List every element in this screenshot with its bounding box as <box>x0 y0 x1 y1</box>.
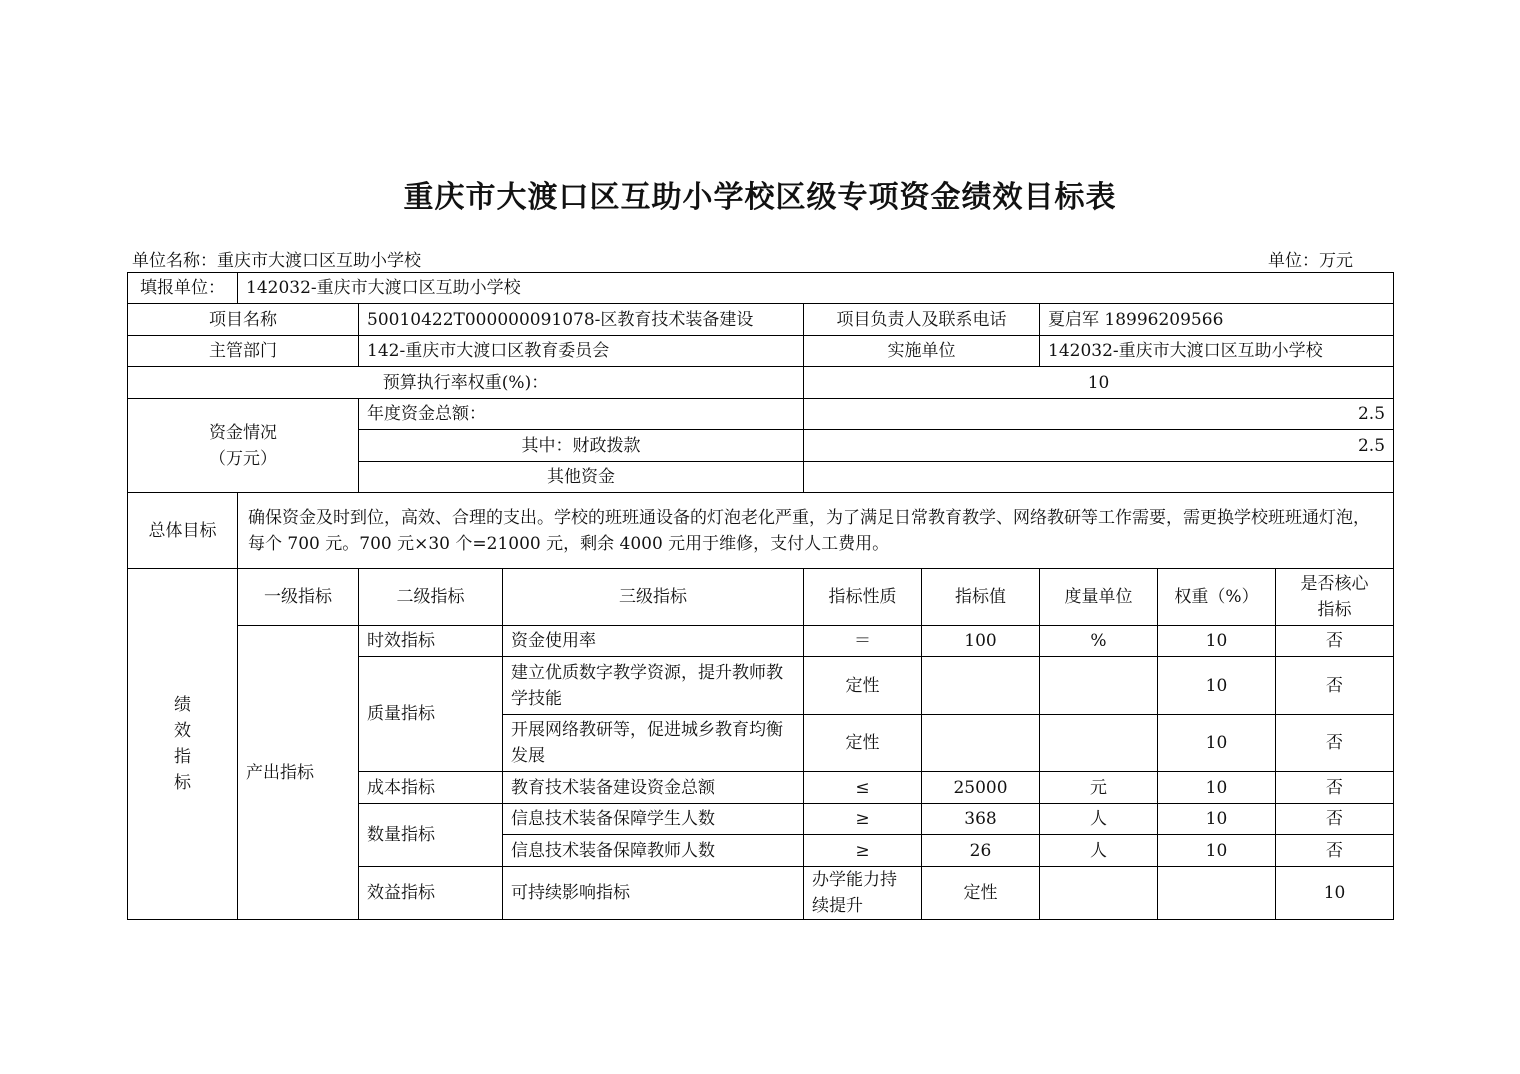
unit-cell <box>1040 657 1158 715</box>
header-unit: 度量单位 <box>1040 569 1158 626</box>
weight-cell: 10 <box>1158 835 1276 867</box>
core-cell: 否 <box>1276 657 1394 715</box>
project-name-value: 50010422T000000091078-区教育技术装备建设 <box>359 304 804 336</box>
performance-target-table <box>127 272 1394 920</box>
fill-unit-row <box>128 273 1394 304</box>
level3-cell: 信息技术装备保障教师人数 <box>503 835 804 867</box>
header-nature: 指标性质 <box>804 569 922 626</box>
core-cell: 否 <box>1276 715 1394 772</box>
core-cell: 否 <box>1276 835 1394 867</box>
unit-cell: 元 <box>1040 772 1158 804</box>
level1-output: 产出指标 <box>238 626 359 920</box>
weight-cell: 10 <box>1276 867 1394 920</box>
level1-benefit: 效益指标 <box>359 867 503 920</box>
header-core-line2: 指标 <box>1317 600 1352 620</box>
value-cell: 25000 <box>922 772 1040 804</box>
core-cell: 否 <box>1276 804 1394 835</box>
weight-cell: 10 <box>1158 657 1276 715</box>
header-weight: 权重（%） <box>1158 569 1276 626</box>
dept-label: 主管部门 <box>128 336 359 367</box>
other-funds-value <box>804 462 1394 493</box>
page-title: 重庆市大渡口区互助小学校区级专项资金绩效目标表 <box>403 180 1117 215</box>
unit-currency: 单位：万元 <box>1268 251 1353 271</box>
core-cell: 否 <box>1276 772 1394 804</box>
value-cell <box>1040 867 1158 920</box>
budget-weight-row <box>128 367 1394 399</box>
value-cell <box>922 715 1040 772</box>
weight-cell: 10 <box>1158 804 1276 835</box>
core-cell: 否 <box>1276 626 1394 657</box>
contact-value: 夏启军 18996209566 <box>1040 304 1394 336</box>
annual-total-label: 年度资金总额： <box>359 399 804 430</box>
unit-cell: % <box>1040 626 1158 657</box>
level2-cost: 成本指标 <box>359 772 503 804</box>
header-level3: 三级指标 <box>503 569 804 626</box>
header-core <box>1276 569 1394 626</box>
nature-cell: ≤ <box>804 772 922 804</box>
header-level1: 一级指标 <box>238 569 359 626</box>
unit-name: 单位名称：重庆市大渡口区互助小学校 <box>132 251 421 271</box>
goal-row <box>128 493 1394 569</box>
value-cell <box>922 657 1040 715</box>
unit-cell <box>1040 715 1158 772</box>
value-cell: 26 <box>922 835 1040 867</box>
level2-time: 时效指标 <box>359 626 503 657</box>
project-name-label: 项目名称 <box>128 304 359 336</box>
unit-cell: 人 <box>1040 835 1158 867</box>
funds-label <box>128 399 359 493</box>
header-core-line1: 是否核心 <box>1300 574 1369 594</box>
nature-cell: ≥ <box>804 804 922 835</box>
level2-quantity: 数量指标 <box>359 804 503 867</box>
nature-cell: 定性 <box>804 715 922 772</box>
budget-weight-label: 预算执行率权重(%)： <box>128 367 804 399</box>
level3-cell: 资金使用率 <box>503 626 804 657</box>
level3-cell: 教育技术装备建设资金总额 <box>503 772 804 804</box>
funds-label-line1: 资金情况 <box>209 422 277 443</box>
fiscal-label: 其中：财政拨款 <box>359 430 804 462</box>
impl-value: 142032-重庆市大渡口区互助小学校 <box>1040 336 1394 367</box>
impl-label: 实施单位 <box>804 336 1040 367</box>
nature-cell: ≥ <box>804 835 922 867</box>
level2-quality: 质量指标 <box>359 657 503 772</box>
project-name-row <box>128 304 1394 336</box>
funds-label-line2: （万元） <box>209 448 277 469</box>
fill-unit-label: 填报单位： <box>128 273 238 304</box>
weight-cell: 10 <box>1158 626 1276 657</box>
header-level2: 二级指标 <box>359 569 503 626</box>
side-char: 绩 <box>174 695 191 715</box>
level3-cell: 开展网络教研等，促进城乡教育均衡发展 <box>503 715 804 772</box>
side-char: 效 <box>174 721 191 741</box>
other-funds-label: 其他资金 <box>359 462 804 493</box>
unit-cell <box>1158 867 1276 920</box>
indicator-header-row <box>128 569 1394 626</box>
dept-value: 142-重庆市大渡口区教育委员会 <box>359 336 804 367</box>
weight-cell: 10 <box>1158 715 1276 772</box>
level3-cell: 信息技术装备保障学生人数 <box>503 804 804 835</box>
level3-cell: 建立优质数字教学资源，提升教师教学技能 <box>503 657 804 715</box>
nature-cell: 定性 <box>804 657 922 715</box>
value-cell: 368 <box>922 804 1040 835</box>
unit-cell: 人 <box>1040 804 1158 835</box>
indicator-side-label <box>128 569 238 920</box>
nature-cell: ＝ <box>804 626 922 657</box>
level2-sustain: 可持续影响指标 <box>503 867 804 920</box>
annual-total-value: 2.5 <box>804 399 1394 430</box>
contact-label: 项目负责人及联系电话 <box>804 304 1040 336</box>
annual-total-row <box>128 399 1394 430</box>
header-value: 指标值 <box>922 569 1040 626</box>
nature-cell: 定性 <box>922 867 1040 920</box>
weight-cell: 10 <box>1158 772 1276 804</box>
side-char: 指 <box>174 747 191 767</box>
dept-row <box>128 336 1394 367</box>
value-cell: 100 <box>922 626 1040 657</box>
table-row <box>128 626 1394 657</box>
fill-unit-value: 142032-重庆市大渡口区互助小学校 <box>238 273 1394 304</box>
level3-cell: 办学能力持续提升 <box>804 867 922 920</box>
fiscal-value: 2.5 <box>804 430 1394 462</box>
goal-label: 总体目标 <box>128 493 238 569</box>
goal-text: 确保资金及时到位，高效、合理的支出。学校的班班通设备的灯泡老化严重，为了满足日常教育教学、网络教研等工作需要，需更换学校班班通灯泡，每个 700 元。700 元×30 个=21000 元，剩余 4000 元用于维修，支付人工费用。 <box>238 493 1394 569</box>
budget-weight-value: 10 <box>804 367 1394 399</box>
side-char: 标 <box>174 773 191 793</box>
